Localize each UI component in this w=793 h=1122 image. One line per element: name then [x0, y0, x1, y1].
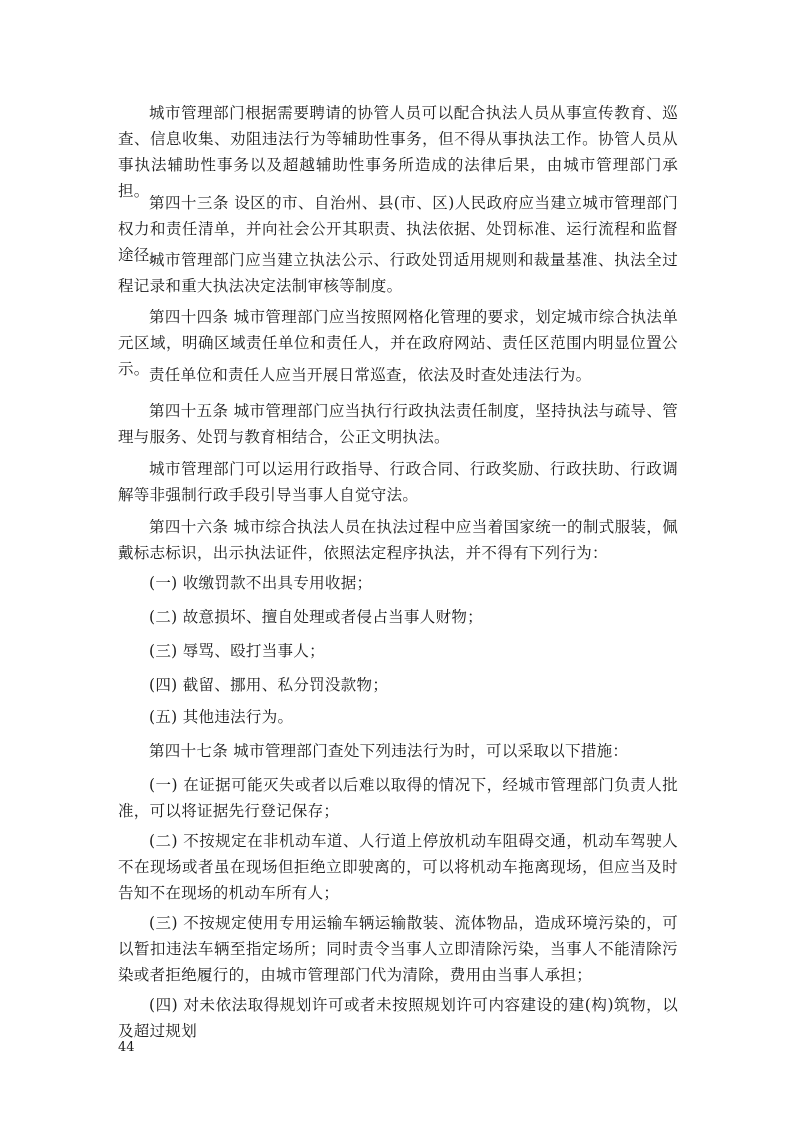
paragraph-article-45-guidance: 城市管理部门可以运用行政指导、行政合同、行政奖励、行政扶助、行政调解等非强制行政手段引导当事人自觉守法。 [118, 460, 678, 504]
paragraph-article-44: 第四十四条 城市管理部门应当按照网格化管理的要求，划定城市综合执法单元区域，明确区域责任单位和责任人，并在政府网站、责任区范围内明显位置公示。 [118, 308, 678, 378]
paragraph-article-46: 第四十六条 城市综合执法人员在执法过程中应当着国家统一的制式服装，佩戴标志标识，出示执法证件，依照法定程序执法，并不得有下列行为： [118, 518, 678, 562]
list-item-46-5: (五) 其他违法行为。 [149, 708, 294, 726]
list-item-46-2: (二) 故意损坏、擅自处理或者侵占当事人财物； [149, 608, 483, 626]
paragraph-article-43-system: 城市管理部门应当建立执法公示、行政处罚适用规则和裁量基准、执法全过程记录和重大执法决定法制审核等制度。 [118, 251, 678, 295]
list-item-47-2: (二) 不按规定在非机动车道、人行道上停放机动车阻碍交通，机动车驾驶人不在现场或者虽在现场但拒绝立即驶离的，可以将机动车拖离现场，但应当及时告知不在现场的机动车所有人； [118, 832, 678, 902]
paragraph-assistant-staff: 城市管理部门根据需要聘请的协管人员可以配合执法人员从事宣传教育、巡查、信息收集、劝阻违法行为等辅助性事务，但不得从事执法工作。协管人员从事执法辅助性事务以及超越辅助性事务所造成的法律后果，由城市管理部门承担。 [118, 104, 678, 200]
list-item-47-1: (一) 在证据可能灭失或者以后难以取得的情况下，经城市管理部门负责人批准，可以将证据先行登记保存； [118, 776, 678, 820]
paragraph-article-43: 第四十三条 设区的市、自治州、县(市、区)人民政府应当建立城市管理部门权力和责任清单，并向社会公开其职责、执法依据、处罚标准、运行流程和监督途径。 [118, 194, 678, 264]
paragraph-article-47: 第四十七条 城市管理部门查处下列违法行为时，可以采取以下措施： [149, 742, 629, 760]
list-item-46-1: (一) 收缴罚款不出具专用收据； [149, 574, 373, 592]
list-item-46-3: (三) 辱骂、殴打当事人； [149, 642, 325, 660]
list-item-46-4: (四) 截留、挪用、私分罚没款物； [149, 676, 389, 694]
paragraph-article-45: 第四十五条 城市管理部门应当执行行政执法责任制度，坚持执法与疏导、管理与服务、处罚与教育相结合，公正文明执法。 [118, 402, 678, 446]
page-number: 44 [118, 1040, 135, 1055]
paragraph-article-44-patrol: 责任单位和责任人应当开展日常巡查，依法及时查处违法行为。 [149, 366, 592, 384]
list-item-47-4: (四) 对未依法取得规划许可或者未按照规划许可内容建设的建(构)筑物，以及超过规划 [118, 996, 678, 1040]
list-item-47-3: (三) 不按规定使用专用运输车辆运输散装、流体物品，造成环境污染的，可以暂扣违法车辆至指定场所；同时责令当事人立即清除污染，当事人不能清除污染或者拒绝履行的，由城市管理部门代为清除，费用由当事人承担； [118, 914, 678, 984]
